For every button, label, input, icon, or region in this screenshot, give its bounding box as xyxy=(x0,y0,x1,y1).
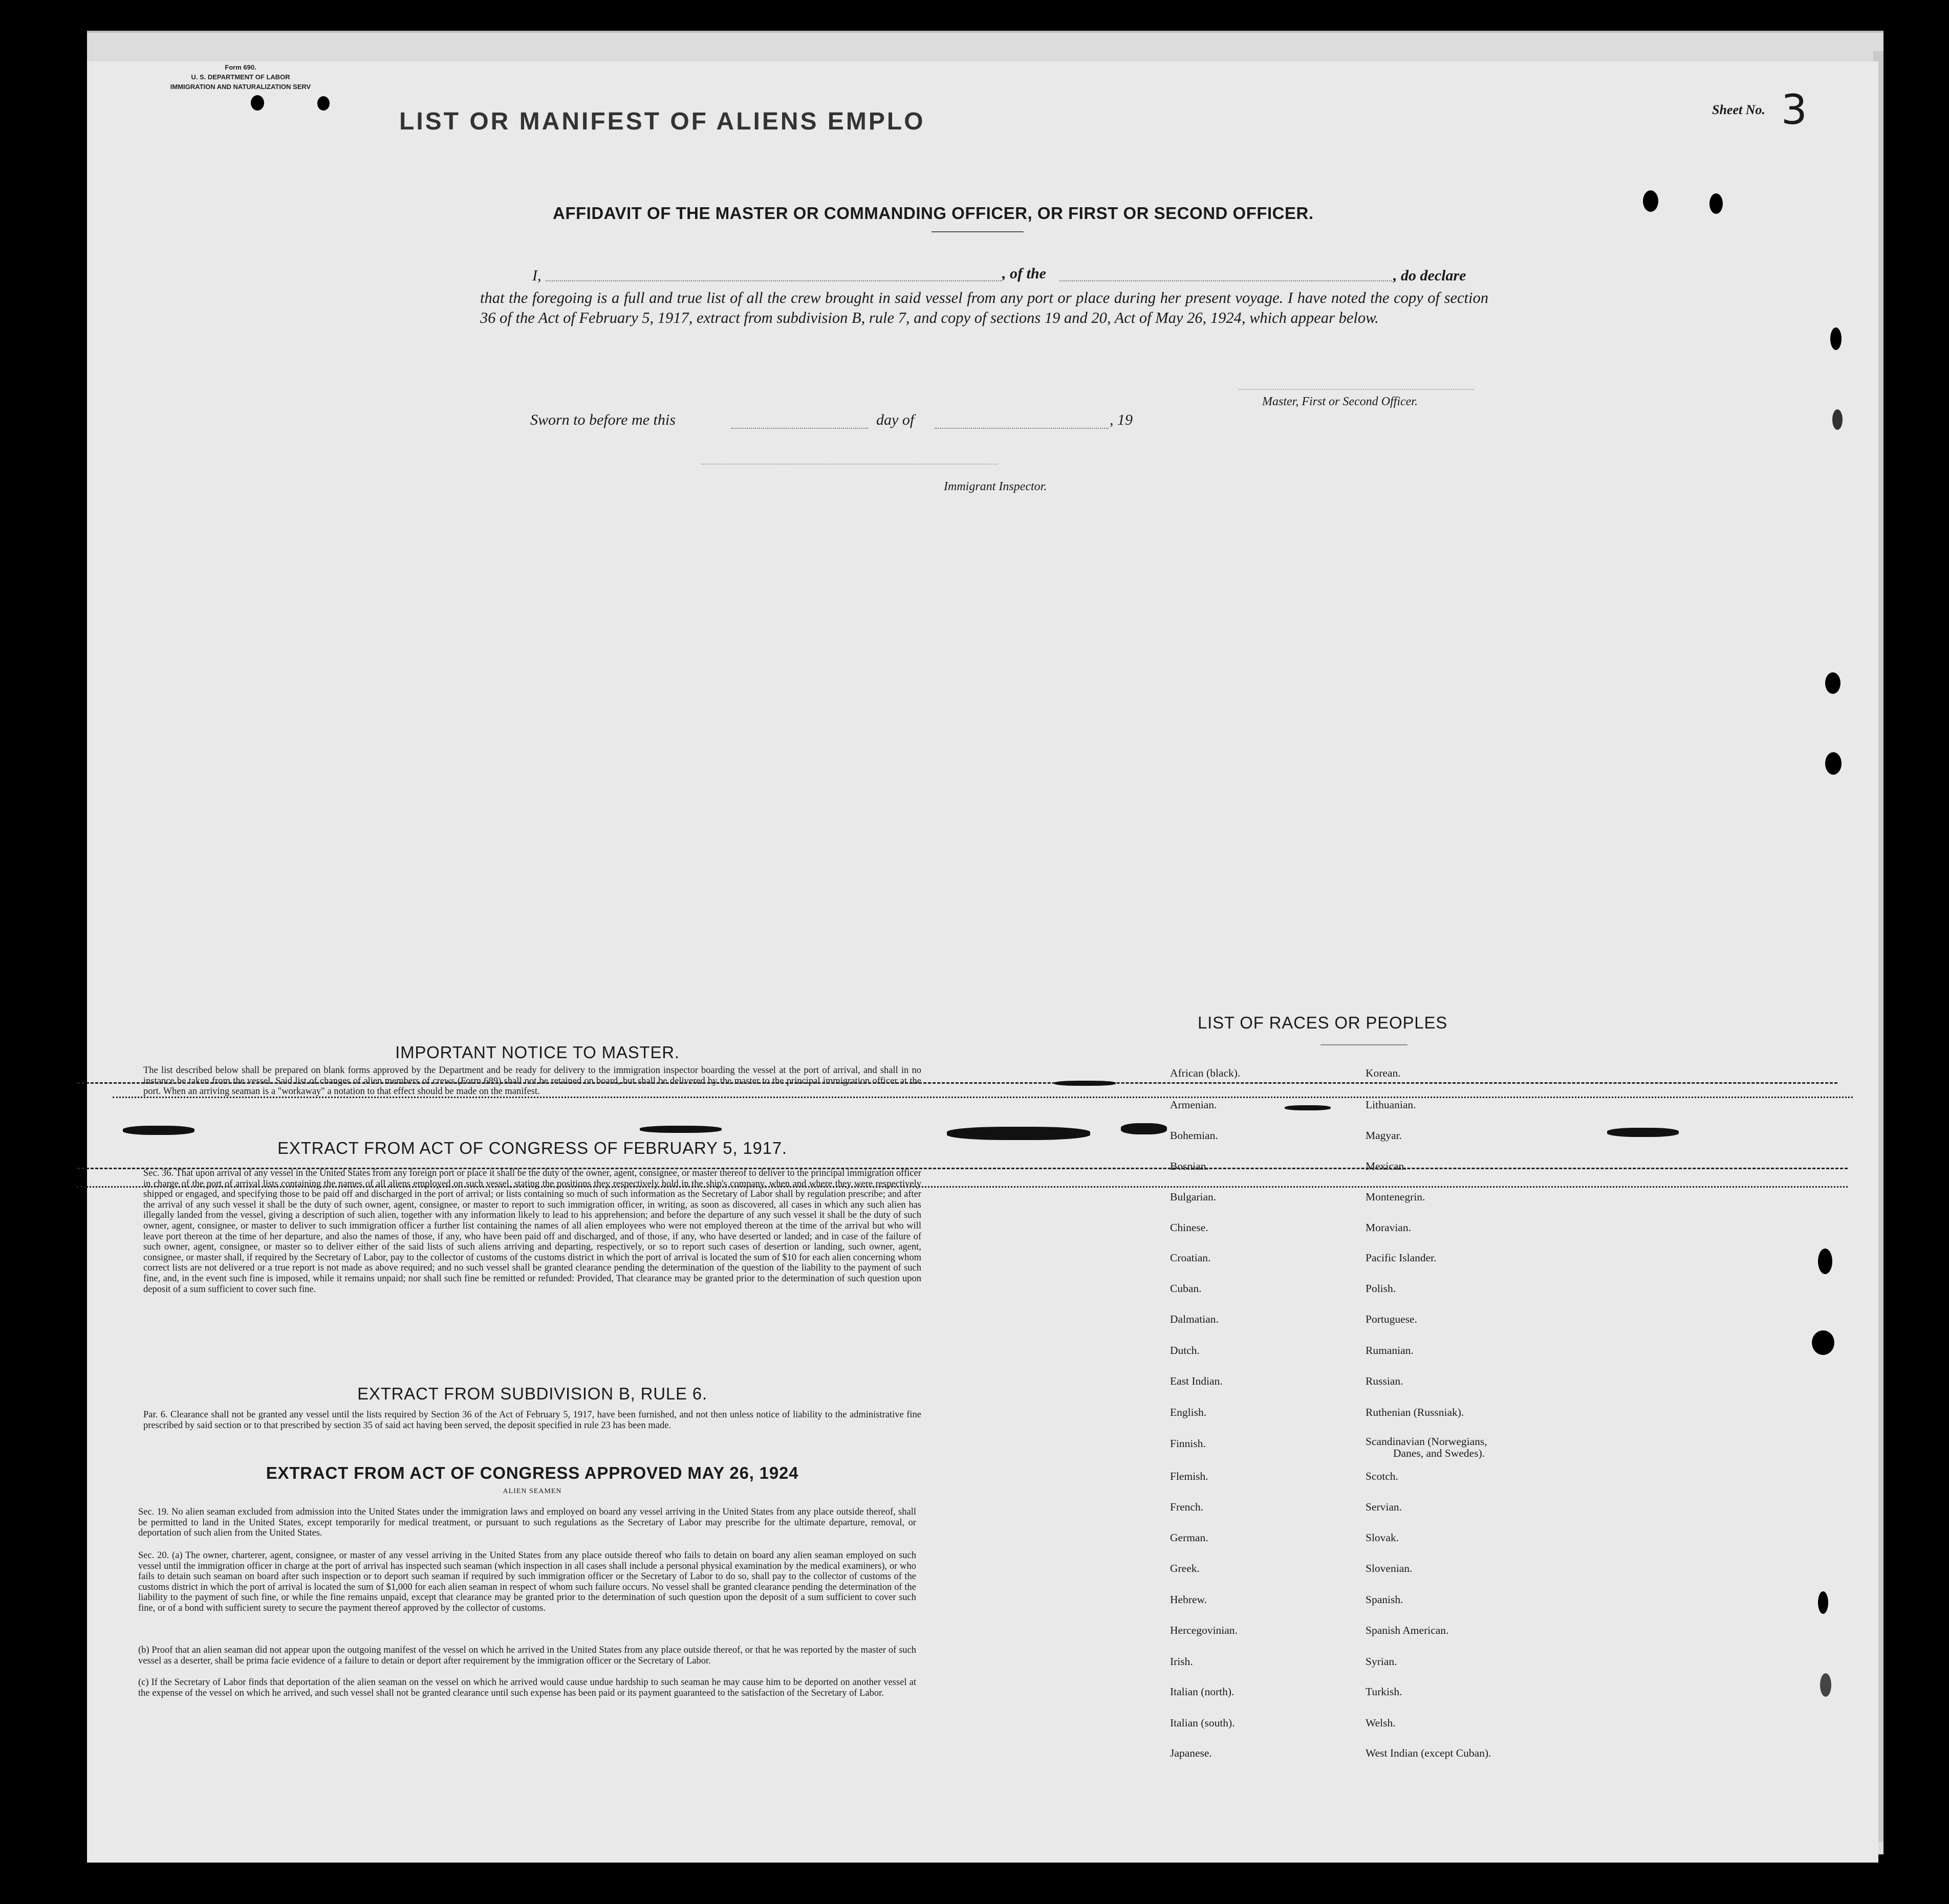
scan-streak xyxy=(1054,1081,1116,1086)
extract-1917-title: EXTRACT FROM ACT OF CONGRESS OF FEBRUARY 5, 1917. xyxy=(277,1139,787,1157)
name-field-line xyxy=(546,280,1001,281)
sworn-month-line xyxy=(935,428,1109,429)
race-item: Finnish. xyxy=(1170,1437,1206,1450)
notice-title: IMPORTANT NOTICE TO MASTER. xyxy=(395,1043,680,1062)
sworn-label: Sworn to before me this xyxy=(530,411,676,428)
race-item: Slovenian. xyxy=(1366,1562,1413,1574)
inspector-signature-line xyxy=(701,464,998,465)
race-item: Syrian. xyxy=(1366,1655,1397,1668)
scan-streak xyxy=(1121,1123,1167,1134)
race-item: Pacific Islander. xyxy=(1366,1252,1437,1264)
scan-noise xyxy=(77,1082,1837,1084)
extract-1924-sec20a: Sec. 20. (a) The owner, charterer, agent, consignee, or master of any vessel arriving in the United States from any place outside thereof who fails to detain on board any alien seaman employed on such vessel until the immigration officer in charge at the port of arrival has inspected such seaman (which inspection in all cases shall include a personal physical examination by the medical examiners), or who fails to detain such seaman on board after such inspection or to deport such seaman if required by such immigration officer or the Secretary of Labor to do so, shall pay to the collector of customs of the customs district in which the port of arrival is located the sum of $1,000 for each alien seaman in respect of whom such failure occurs. No vessel shall be granted clearance pending the determination of the liability to the payment of such fine, or while the fine remains unpaid, except that clearance may be granted prior to the determination of such question upon the deposit of a sum sufficient to cover such fine, or of a bond with sufficient surety to secure the payment thereof approved by the collector of customs. xyxy=(138,1550,916,1613)
race-item: East Indian. xyxy=(1170,1375,1223,1387)
punch-hole xyxy=(1825,672,1840,694)
extract-1924-title: EXTRACT FROM ACT OF CONGRESS APPROVED MAY 26, 1924 xyxy=(266,1463,799,1482)
extract-1924-sec19: Sec. 19. No alien seaman excluded from admission into the United States under the immigration laws and employed on board any vessel arriving in the United States from any place outside thereof, shall be permitted to land in the United States, except temporarily for medical treatment, or pursuant to such regulations as the Secretary of Labor may prescribe for the ultimate departure, removal, or deportation of such alien from the United States. xyxy=(138,1507,916,1539)
affidavit-i-label: I, xyxy=(532,267,542,284)
do-declare-label: , do declare xyxy=(1393,267,1466,284)
race-item: Flemish. xyxy=(1170,1470,1208,1482)
rule6-body: Par. 6. Clearance shall not be granted any vessel until the lists required by Section 36 of the Act of February 5, 1917, have been furnished, and not then unless notice of liability to the administrative fine prescribed by said section or to that prescribed by section 35 of said act having been served, the deposit specified in rule 23 has been made. xyxy=(143,1410,921,1431)
vessel-field-line xyxy=(1059,280,1392,281)
sheet-number-label: Sheet No. xyxy=(1712,102,1765,117)
race-item: Bulgarian. xyxy=(1170,1191,1217,1203)
race-item: Moravian. xyxy=(1366,1221,1411,1234)
punch-hole xyxy=(1709,193,1723,214)
race-item: Lithuanian. xyxy=(1366,1099,1416,1111)
race-item: Ruthenian (Russniak). xyxy=(1366,1406,1464,1418)
race-item: Croatian. xyxy=(1170,1252,1211,1264)
rule6-title: EXTRACT FROM SUBDIVISION B, RULE 6. xyxy=(357,1384,707,1403)
race-item: West Indian (except Cuban). xyxy=(1366,1747,1491,1759)
race-item: Rumanian. xyxy=(1366,1344,1414,1356)
race-item: English. xyxy=(1170,1406,1207,1418)
service-name: IMMIGRATION AND NATURALIZATION SERV xyxy=(170,83,311,91)
sheet-number-value: 3 xyxy=(1781,86,1807,134)
race-item: Italian (north). xyxy=(1170,1686,1235,1698)
inspector-label: Immigrant Inspector. xyxy=(944,480,1047,493)
race-item: Mexican. xyxy=(1366,1160,1407,1172)
master-signature-line xyxy=(1239,389,1474,390)
race-item: Slovak. xyxy=(1366,1531,1399,1544)
scan-streak xyxy=(640,1126,722,1133)
form-header xyxy=(159,62,322,92)
race-item: Hercegovinian. xyxy=(1170,1624,1238,1636)
race-item: German. xyxy=(1170,1531,1208,1544)
punch-hole xyxy=(1830,327,1842,350)
title-rule xyxy=(932,231,1024,232)
year-label: , 19 xyxy=(1110,411,1133,428)
race-item: Welsh. xyxy=(1366,1717,1396,1729)
race-item: Spanish American. xyxy=(1366,1624,1449,1636)
race-item: Magyar. xyxy=(1366,1129,1402,1142)
race-item: Italian (south). xyxy=(1170,1717,1235,1729)
extract-1917-body: Sec. 36. That upon arrival of any vessel in the United States from any foreign port or place it shall be the duty of the owner, agent, consignee, or master thereof to deliver to the principal immigration officer in charge of the port of arrival lists containing the names of all aliens employed on such vessel, stating the positions they respectively hold in the ship's company, when and where they were respectively shipped or engaged, and specifying those to be paid off and discharged in the port of arrival; or lists containing so much of such information as the Secretary of Labor shall by regulation prescribe; and after the arrival of any such vessel it shall be the duty of such owner, agent, consignee, or master to report to such immigration officer, in writing, as soon as discovered, all cases in which any such alien has illegally landed from the vessel, giving a description of such alien, together with any information likely to lead to his apprehension; and before the departure of any such vessel it shall be the duty of such owner, agent, consignee, or master to deliver to such immigration officer a further list containing the names of all alien employees who were not employed thereon at the time of the arrival but who will leave port thereon at the time of her departure, and also the names of those, if any, who have been paid off and discharged, and of those, if any, who have deserted or landed; and in case of the failure of such owner, agent, consignee, or master so to deliver either of the said lists of such aliens arriving and departing, respectively, or so to report such cases of desertion or landing, such owner, agent, consignee, or master shall, if required by the Secretary of Labor, pay to the collector of customs of the customs district in which the port of arrival is located the sum of $10 for each alien concerning whom correct lists are not delivered or a true report is not made as above required; and no such vessel shall be granted clearance pending the determination of the question of the liability to the payment of such fine, and, in the event such fine is imposed, while it remains unpaid; nor shall such fine be remitted or refunded: Provided, That clearance may be granted prior to the determination of such question upon deposit of a sum sufficient to cover such fine. xyxy=(143,1168,921,1295)
affidavit-statement: that the foregoing is a full and true list of all the crew brought in said vessel from any port or place during her present voyage. I have noted the copy of section 36 of the Act of February 5, 1917, extract from subdivision B, rule 7, and copy of sections 19 and 20, Act of May 26, 1924, which appear below. xyxy=(480,289,1488,326)
punch-hole xyxy=(317,96,330,111)
scan-noise xyxy=(77,1186,1848,1188)
race-item: Japanese. xyxy=(1170,1747,1212,1759)
race-item: Cuban. xyxy=(1170,1282,1202,1295)
form-number: Form 690. xyxy=(225,63,256,71)
punch-hole xyxy=(1643,190,1658,212)
race-item: Armenian. xyxy=(1170,1099,1217,1111)
race-item: Dalmatian. xyxy=(1170,1313,1219,1325)
race-item: Scotch. xyxy=(1366,1470,1398,1482)
race-item: Montenegrin. xyxy=(1366,1191,1425,1203)
day-of-label: day of xyxy=(876,411,915,428)
race-item: Korean. xyxy=(1366,1067,1401,1079)
cut-off-title xyxy=(399,107,925,121)
race-item: Servian. xyxy=(1366,1501,1402,1513)
scan-noise xyxy=(113,1097,1853,1098)
race-item: Irish. xyxy=(1170,1655,1193,1668)
department-name: U. S. DEPARTMENT OF LABOR xyxy=(191,73,290,81)
sworn-day-line xyxy=(731,428,868,429)
affidavit-title: AFFIDAVIT OF THE MASTER OR COMMANDING OFFICER, OR FIRST OR SECOND OFFICER. xyxy=(553,204,1314,223)
extract-1924-sec20c: (c) If the Secretary of Labor finds that deportation of the alien seaman on the vessel on which he arrived would cause undue hardship to such seaman he may cause him to be deported on another vessel at the expense of the vessel on which he arrived, and such vessel shall not be granted clearance until such expense has been paid or its payment guaranteed to the satisfaction of the Secretary of Labor. xyxy=(138,1677,916,1698)
race-item: Scandinavian (Norwegians, xyxy=(1366,1435,1487,1448)
race-continuation: Danes, and Swedes). xyxy=(1393,1447,1485,1459)
scan-noise xyxy=(77,1168,1848,1169)
of-the-label: , of the xyxy=(1002,265,1046,282)
master-signature-label: Master, First or Second Officer. xyxy=(1262,395,1418,408)
race-item: Chinese. xyxy=(1170,1221,1208,1234)
scan-streak xyxy=(947,1127,1090,1140)
race-item: Turkish. xyxy=(1366,1686,1402,1698)
punch-hole xyxy=(1832,409,1843,430)
races-title-rule xyxy=(1320,1044,1407,1045)
punch-hole xyxy=(1818,1591,1828,1614)
extract-1924-sec20b: (b) Proof that an alien seaman did not appear upon the outgoing manifest of the vessel on which he arrived in the United States from any place outside thereof, or that he was reported by the master of such vessel as a deserter, shall be prima facie evidence of a failure to detain or deport after requirement by the immigration officer or the Secretary of Labor. xyxy=(138,1645,916,1666)
races-title: LIST OF RACES OR PEOPLES xyxy=(1198,1013,1448,1032)
race-item: Portuguese. xyxy=(1366,1313,1417,1325)
race-item: African (black). xyxy=(1170,1067,1241,1079)
race-item: Bosnian. xyxy=(1170,1160,1209,1172)
punch-hole xyxy=(1825,752,1842,775)
scan-streak xyxy=(1285,1105,1331,1110)
punch-hole xyxy=(1812,1330,1834,1355)
race-item: Bohemian. xyxy=(1170,1129,1218,1142)
race-item: Russian. xyxy=(1366,1375,1403,1387)
race-item: Greek. xyxy=(1170,1562,1200,1574)
extract-1924-subtitle: ALIEN SEAMEN xyxy=(503,1487,562,1495)
race-item: French. xyxy=(1170,1501,1204,1513)
race-item: Spanish. xyxy=(1366,1593,1403,1606)
scan-streak xyxy=(123,1126,194,1135)
race-item: Polish. xyxy=(1366,1282,1396,1295)
scan-streak xyxy=(1607,1128,1679,1137)
punch-hole xyxy=(1818,1249,1832,1274)
race-item: Dutch. xyxy=(1170,1344,1200,1356)
notice-body: The list described below shall be prepared on blank forms approved by the Department and be ready for delivery to the immigration inspector boarding the vessel at the port of arrival, and shall in no instance be taken from the vessel. Said list of changes of alien members of crews (Form 689) shall not be retained on board, but shall be delivered by the master to the principal immigration officer at the port. When an arriving seaman is a "workaway" a notation to that effect should be made on the manifest. xyxy=(143,1065,921,1097)
punch-hole xyxy=(251,95,264,111)
race-item: Hebrew. xyxy=(1170,1593,1207,1606)
punch-hole xyxy=(1820,1673,1831,1697)
